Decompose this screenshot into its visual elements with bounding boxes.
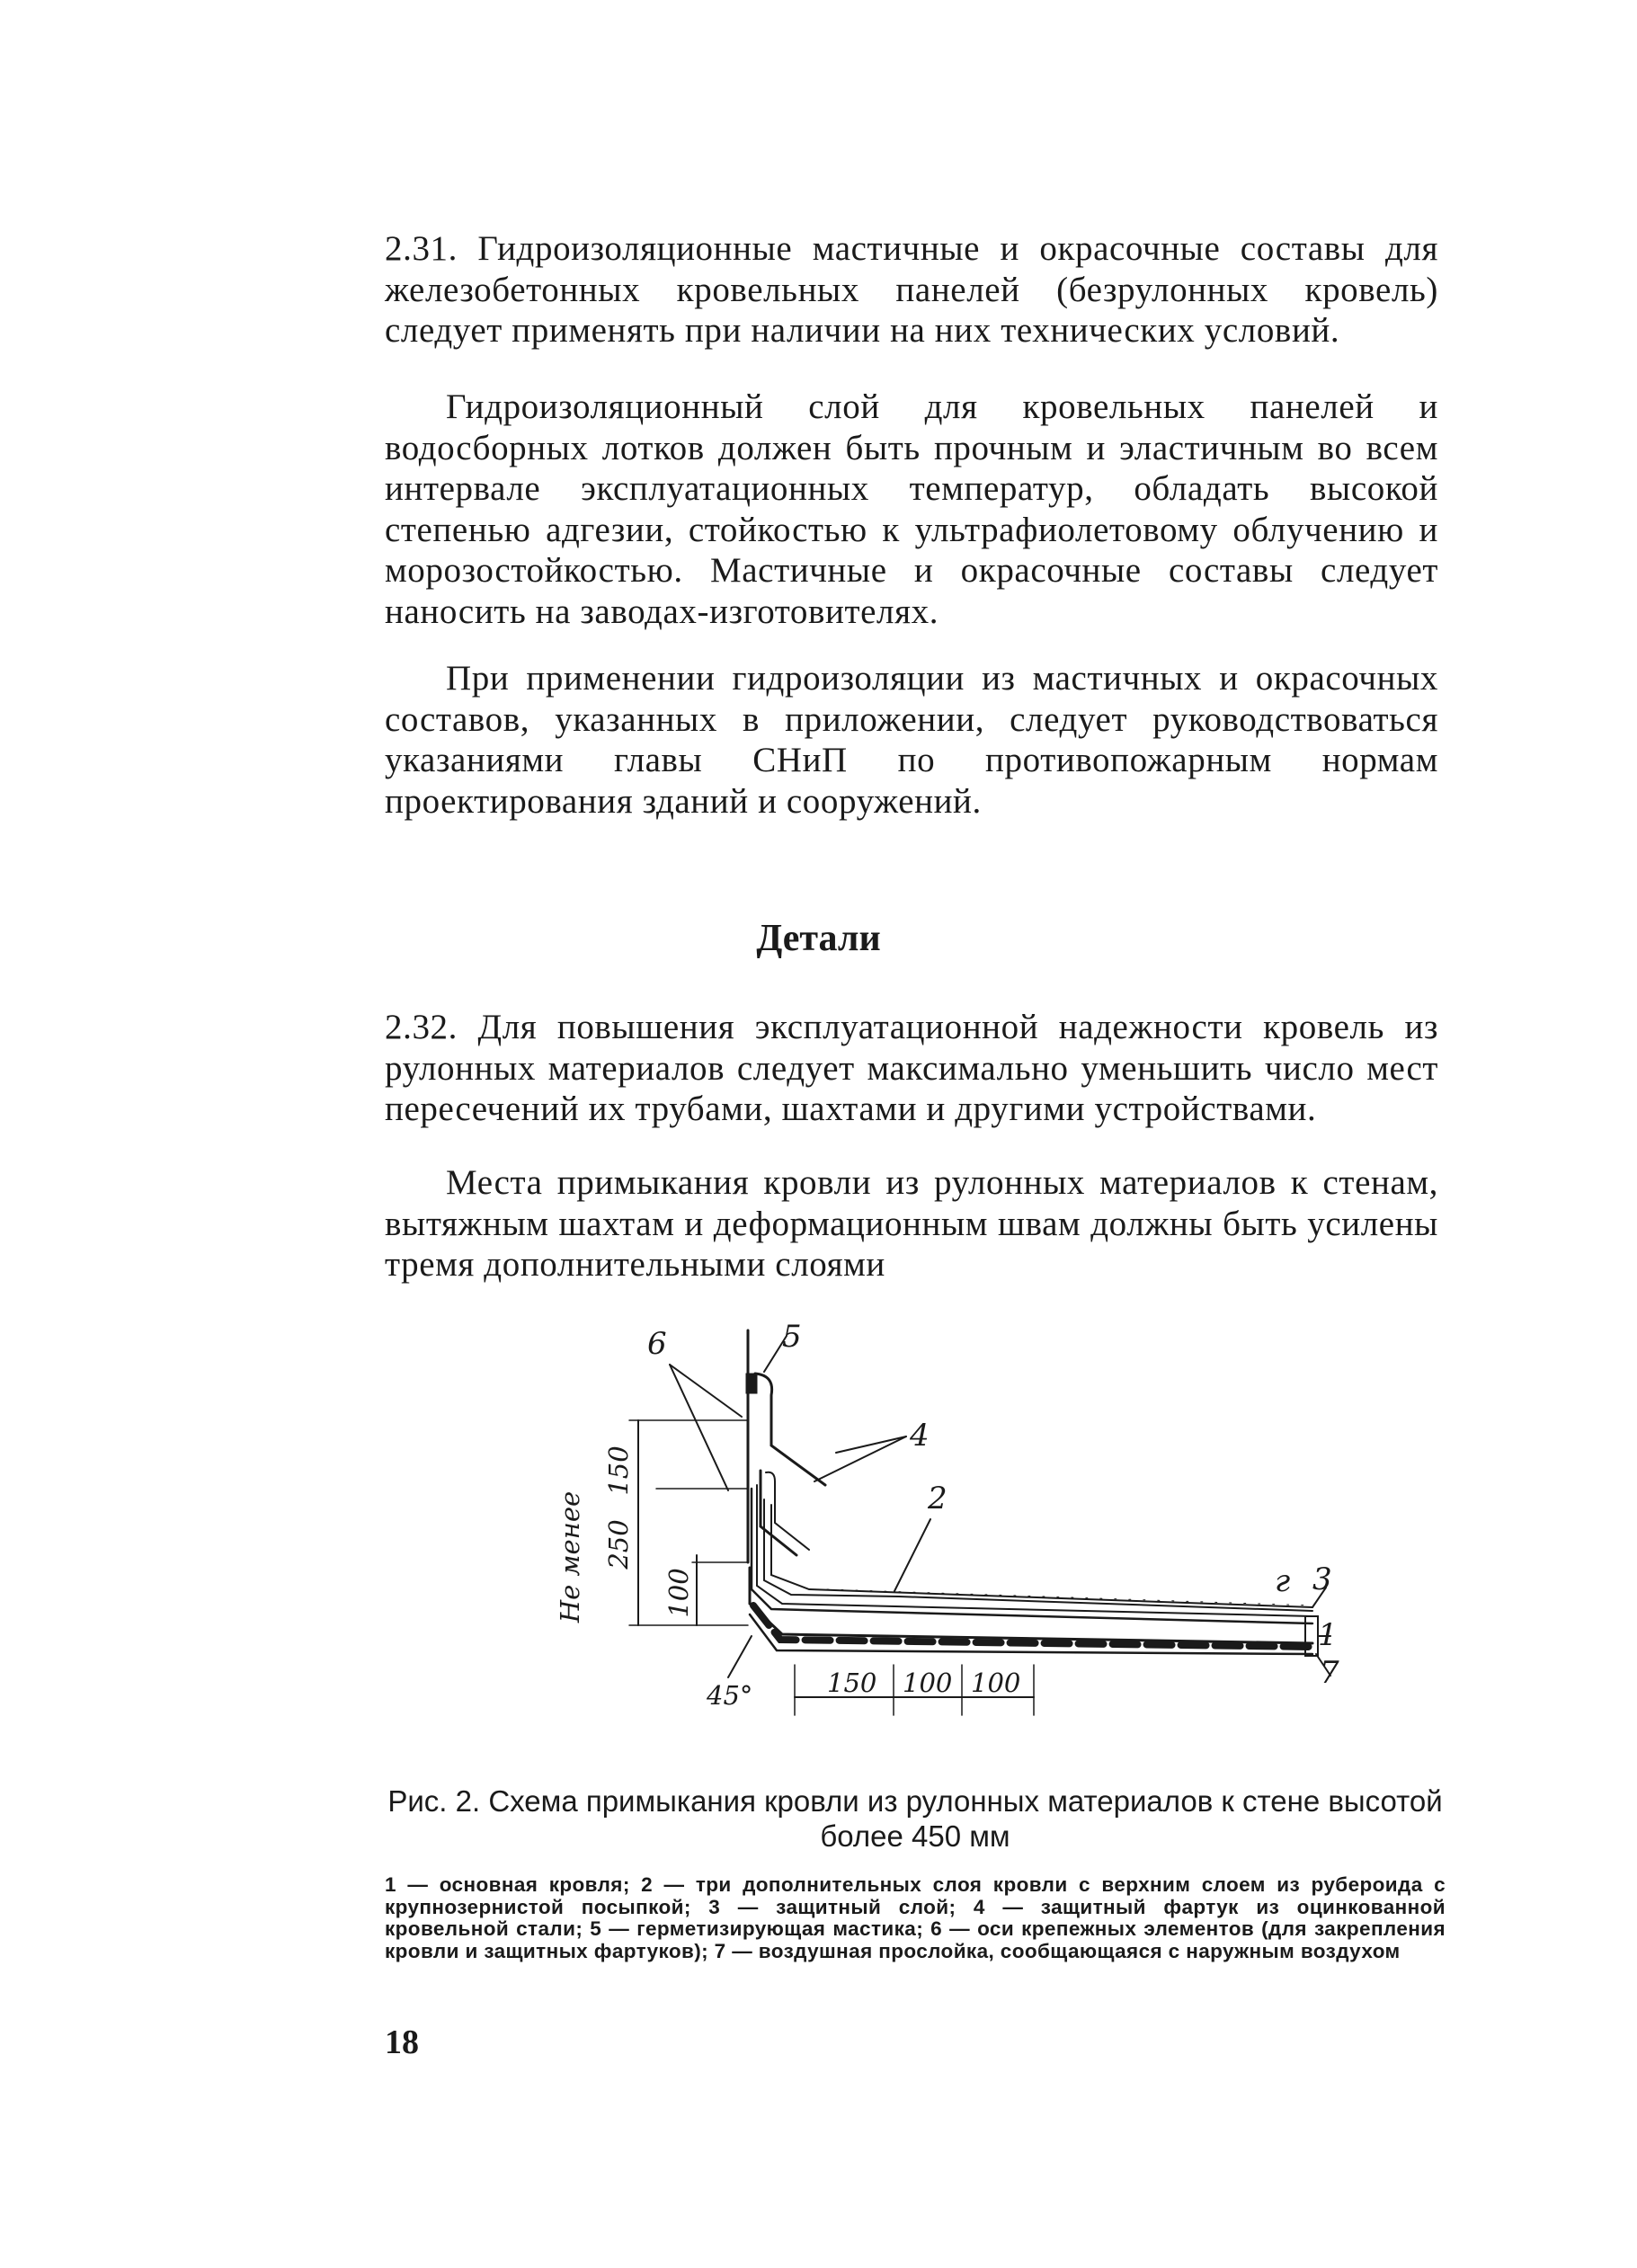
leader-4-b (836, 1436, 906, 1453)
label-r: г (1275, 1563, 1291, 1599)
paragraph-snip-reference: При применении гидроизоляции из мастичных и окрасочных составов, указанных в приложении, следует руководствоваться указаниями главы СНиП по противопожарным нормам проектирования зданий и сооружений. (385, 659, 1438, 821)
apron-lower (761, 1471, 796, 1555)
label-250: 250 (603, 1519, 634, 1570)
mastic-block (746, 1374, 757, 1393)
page-number: 18 (385, 2023, 419, 2061)
leader-4-a (814, 1436, 906, 1481)
label-150-horizontal: 150 (827, 1668, 877, 1698)
label-100-a: 100 (903, 1668, 953, 1698)
label-6: 6 (647, 1326, 667, 1362)
paragraph-waterproof-layer: Гидроизоляционный слой для кровельных панелей и водосборных лотков должен быть прочным и эластичным во всем интервале эксплуатационных температур, обладать высокой степенью адгезии, стойкостью к ультрафиолетовому облучению и морозостойкостью. Мастичные и окрасочные составы следует наносить на заводах-изготовителях. (385, 387, 1438, 631)
label-1: 1 (1318, 1617, 1338, 1653)
paragraph-2-31: 2.31. Гидроизоляционные мастичные и окрасочные составы для железобетонных кровельных панелей (безрулонных кровель) следует применять при наличии на них технических условий. (385, 229, 1438, 350)
layer-1 (752, 1489, 1312, 1623)
leader-2 (894, 1519, 930, 1591)
label-4: 4 (910, 1418, 930, 1454)
leader-45 (728, 1636, 752, 1677)
label-100-b: 100 (971, 1668, 1021, 1698)
label-2: 2 (928, 1481, 948, 1516)
section-heading: Детали (756, 918, 881, 959)
paragraph-junctions: Места примыкания кровли из рулонных материалов к стенам, вытяжным шахтам и деформационным швам должны быть усилены тремя дополнительными слоями (385, 1163, 1438, 1284)
label-3: 3 (1312, 1561, 1332, 1597)
roof-junction-figure (539, 1319, 1339, 1742)
leader-6-top (670, 1365, 742, 1417)
leader-6-low (670, 1365, 728, 1490)
paragraph-2-32: 2.32. Для повышения эксплуатационной надежности кровель из рулонных материалов следует максимально уменьшить число мест пересечений их трубами, шахтами и другими устройствами. (385, 1008, 1438, 1128)
layer-3 (764, 1499, 1312, 1611)
layer-4 (771, 1505, 1312, 1607)
label-45-degrees: 45° (707, 1680, 753, 1711)
label-5: 5 (782, 1319, 802, 1355)
label-7: 7 (1320, 1655, 1339, 1691)
figure-caption: Рис. 2. Схема примыкания кровли из рулонных материалов к стене высотой более 450 мм (387, 1784, 1443, 1853)
roof-junction-drawing (539, 1319, 1339, 1742)
label-not-less: Не менее (555, 1490, 585, 1623)
label-100-vertical: 100 (663, 1568, 694, 1618)
apron-upper (755, 1374, 825, 1485)
figure-legend: 1 — основная кровля; 2 — три дополнительных слоя кровли с верхним слоем из рубероида с крупнозернистой посыпкой; 3 — защитный слой; 4 — защитный фартук из оцинкованной кровельной стали; 5 — герметизирующая мастика; 6 — оси крепежных элементов (для закрепления кровли и защитных фартуков); 7 — воздушная прослойка, сообщающаяся с наружным воздухом (385, 1873, 1446, 1962)
label-150-vertical: 150 (603, 1445, 634, 1496)
apron-lower-inner (766, 1472, 809, 1550)
